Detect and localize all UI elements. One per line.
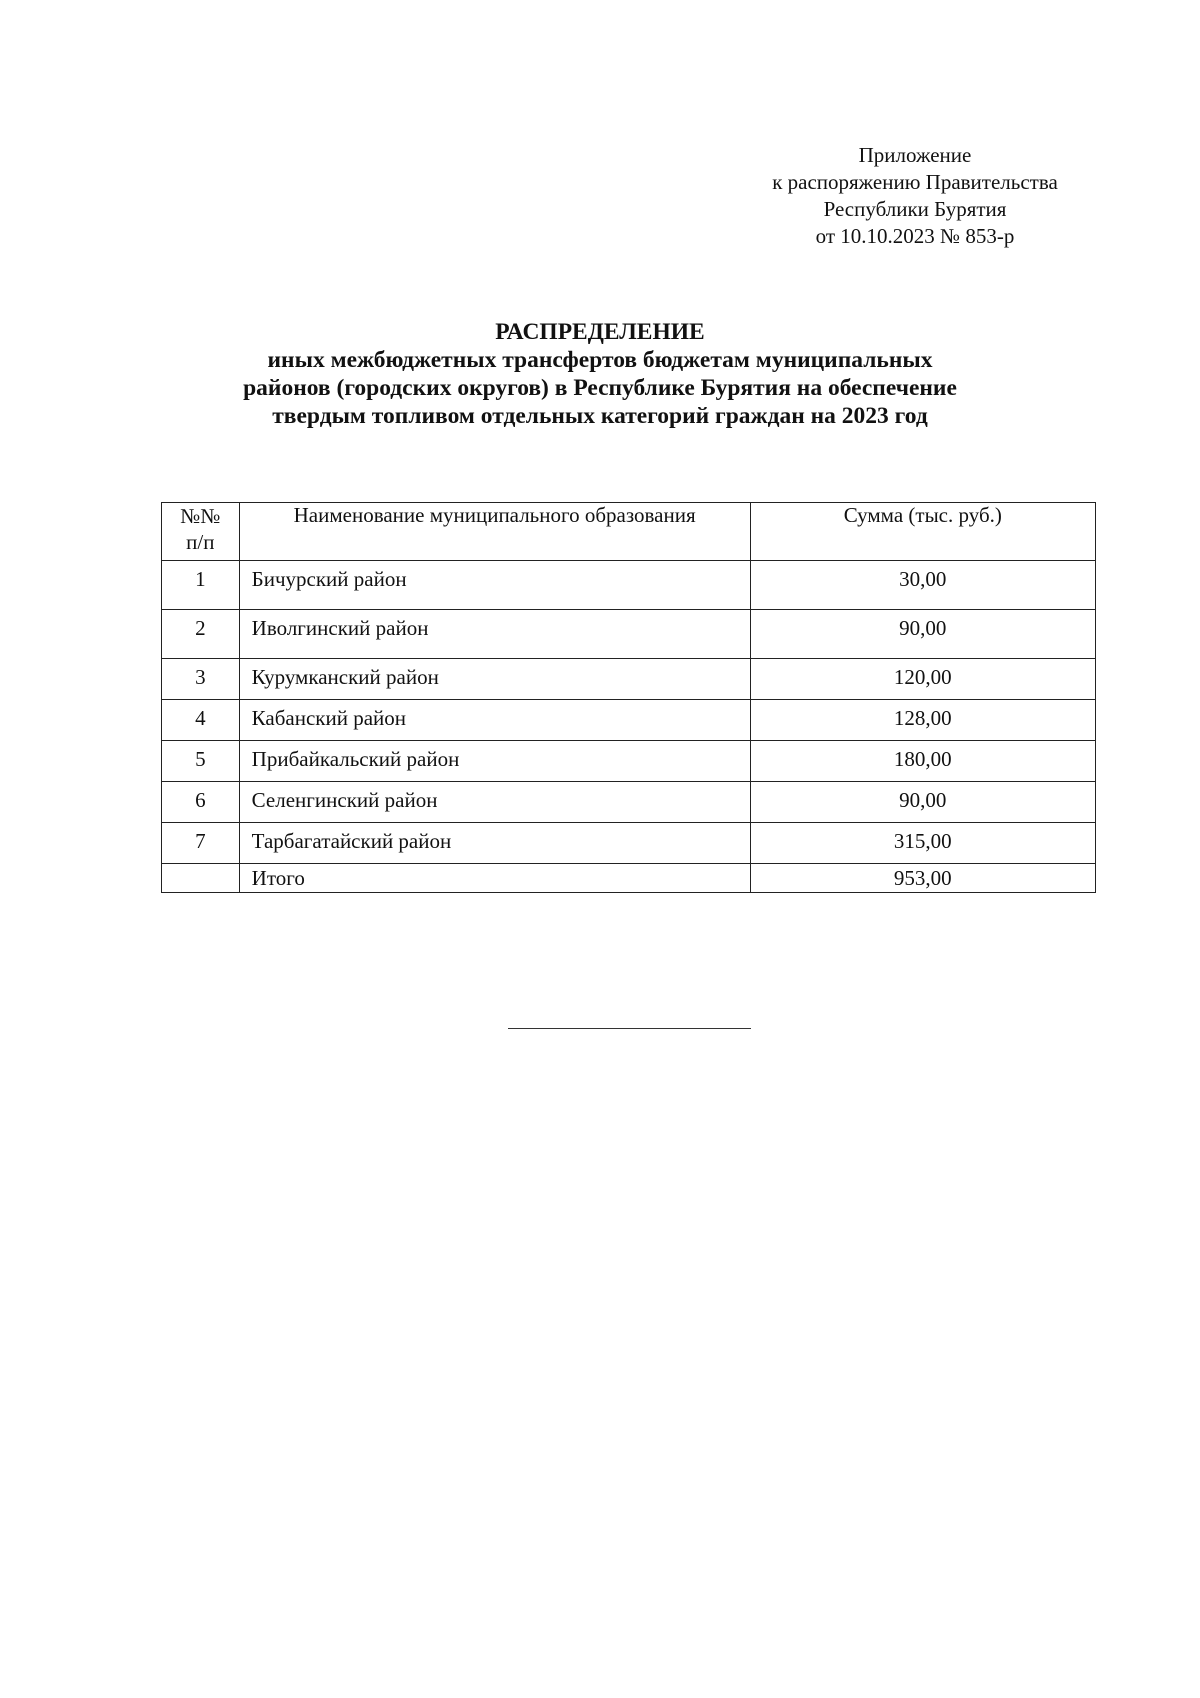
table-row: [162, 561, 1096, 610]
header-sum: Сумма (тыс. руб.): [750, 503, 1095, 561]
header-number: [162, 503, 240, 561]
table-row: [162, 700, 1096, 741]
row-number: 2: [162, 610, 240, 659]
row-sum: 90,00: [750, 610, 1095, 659]
title-heading: РАСПРЕДЕЛЕНИЕ: [495, 319, 705, 345]
title-line-2: районов (городских округов) в Республике Бурятия на обеспечение: [243, 375, 957, 401]
row-number: 6: [162, 782, 240, 823]
row-name: Селенгинский район: [239, 782, 750, 823]
distribution-table: [161, 502, 1096, 893]
row-number: 3: [162, 659, 240, 700]
table-row: [162, 741, 1096, 782]
row-sum: 180,00: [750, 741, 1095, 782]
row-name: Прибайкальский район: [239, 741, 750, 782]
header-name: Наименование муниципального образования: [239, 503, 750, 561]
row-sum: 120,00: [750, 659, 1095, 700]
row-sum: 30,00: [750, 561, 1095, 610]
row-name: Курумканский район: [239, 659, 750, 700]
row-name: Кабанский район: [239, 700, 750, 741]
row-number: 5: [162, 741, 240, 782]
total-number: [162, 864, 240, 893]
header-number-line-2: п/п: [186, 530, 215, 554]
total-sum: 953,00: [750, 864, 1095, 893]
appendix-label: Приложение: [858, 143, 972, 167]
row-name: Иволгинский район: [239, 610, 750, 659]
table-row: [162, 610, 1096, 659]
title-line-1: иных межбюджетных трансфертов бюджетам муниципальных: [267, 347, 933, 373]
row-sum: 90,00: [750, 782, 1095, 823]
row-number: 1: [162, 561, 240, 610]
row-sum: 315,00: [750, 823, 1095, 864]
table-row: [162, 659, 1096, 700]
appendix-date-number: от 10.10.2023 № 853-р: [815, 224, 1015, 248]
table-total-row: [162, 864, 1096, 893]
document-title: [100, 318, 1100, 430]
total-label: Итого: [239, 864, 750, 893]
table-row: [162, 782, 1096, 823]
appendix-header: [735, 142, 1095, 250]
document-end-divider: [508, 1028, 751, 1029]
table-header-row: [162, 503, 1096, 561]
title-line-3: твердым топливом отдельных категорий граждан на 2023 год: [272, 403, 928, 429]
appendix-order-ref: к распоряжению Правительства: [772, 170, 1058, 194]
row-sum: 128,00: [750, 700, 1095, 741]
row-number: 4: [162, 700, 240, 741]
row-name: Тарбагатайский район: [239, 823, 750, 864]
appendix-government: Республики Бурятия: [823, 197, 1007, 221]
row-name: Бичурский район: [239, 561, 750, 610]
header-number-line-1: №№: [180, 504, 221, 528]
row-number: 7: [162, 823, 240, 864]
table-row: [162, 823, 1096, 864]
